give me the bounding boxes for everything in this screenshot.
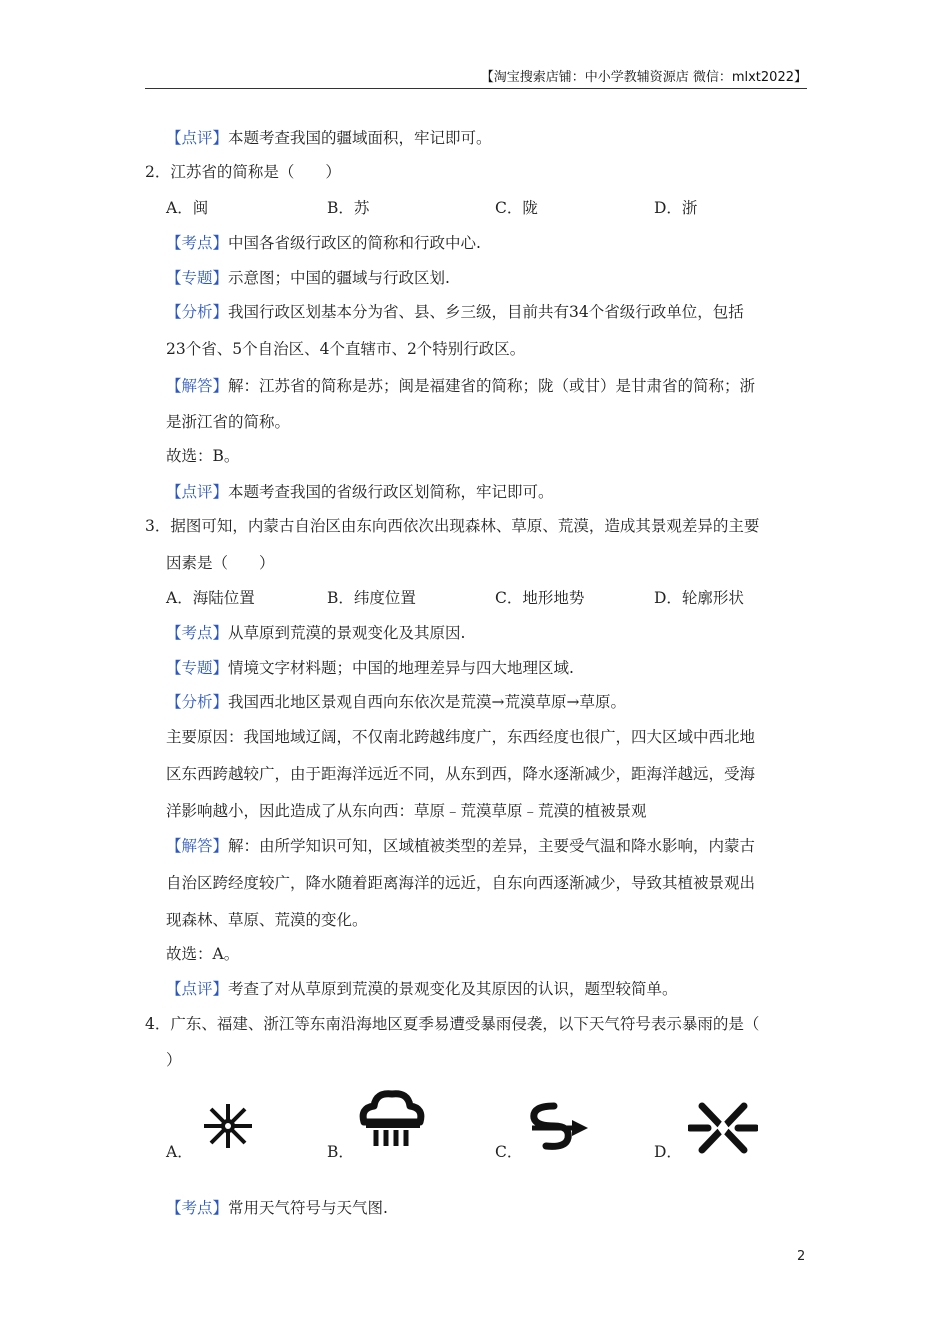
jieda-tag: 【解答】 [166,837,229,855]
q2-zhuanti [166,268,450,288]
zhuanti-text: 情境文字材料题；中国的地理差异与四大地理区域. [228,659,574,677]
q4-option-d: D． [654,1143,682,1161]
q3-review [166,979,678,999]
q2-option-d: D．浙 [654,199,698,217]
q3-jieda [166,836,755,856]
q1-review [166,128,492,148]
q4-option-c: C． [495,1143,523,1161]
q2-stem: 2．江苏省的简称是（ ） [145,163,341,181]
review-tag: 【点评】 [166,129,229,147]
q3-jieda-cont-2: 现森林、草原、荒漠的变化。 [166,911,368,929]
fenxi-text: 我国西北地区景观自西向东依次是荒漠→荒漠草原→草原。 [228,693,626,711]
zhuanti-text: 示意图；中国的疆域与行政区划. [228,269,450,287]
review-tag: 【点评】 [166,483,229,501]
q3-reason-3: 洋影响越小，因此造成了从东向西：草原﹣荒漠草原﹣荒漠的植被景观 [166,802,647,820]
q2-option-a: A．闽 [166,199,209,217]
q3-reason-2: 区东西跨越较广，由于距海洋远近不同，从东到西，降水逐渐减少，距海洋越远，受海 [166,765,756,783]
q2-jieda-cont: 是浙江省的简称。 [166,413,291,431]
review-text: 考查了对从草原到荒漠的景观变化及其原因的认识，题型较简单。 [228,980,678,998]
fenxi-text: 我国行政区划基本分为省、县、乡三级，目前共有34个省级行政单位，包括 [228,303,744,321]
page-number: 2 [797,1249,806,1264]
q3-kaodian [166,623,465,643]
typhoon-symbol-icon [524,1098,592,1154]
q2-option-b: B．苏 [327,199,370,217]
rainstorm-symbol-icon [356,1088,428,1156]
q3-option-c: C．地形地势 [495,589,585,607]
review-text: 本题考查我国的疆域面积，牢记即可。 [228,129,492,147]
q3-zhuanti [166,658,574,678]
q4-stem: 4．广东、福建、浙江等东南沿海地区夏季易遭受暴雨侵袭，以下天气符号表示暴雨的是（ [145,1015,760,1033]
q4-option-a: A． [166,1143,193,1161]
kaodian-text: 中国各省级行政区的简称和行政中心. [228,234,481,252]
kaodian-tag: 【考点】 [166,1199,229,1217]
fenxi-tag: 【分析】 [166,303,229,321]
q3-option-a: A．海陆位置 [166,589,255,607]
q2-kaodian [166,233,481,253]
fenxi-tag: 【分析】 [166,693,229,711]
page-header: 【淘宝搜索店铺：中小学教辅资源店 微信：mlxt2022】 [145,66,807,89]
q4-stem-cont: ） [166,1051,182,1069]
review-tag: 【点评】 [166,980,229,998]
q3-stem-cont: 因素是（ ） [166,554,275,572]
q4-kaodian [166,1198,388,1218]
q2-option-c: C．陇 [495,199,538,217]
jieda-text: 解：江苏省的简称是苏；闽是福建省的简称；陇（或甘）是甘肃省的简称；浙 [228,377,756,395]
q2-fenxi [166,302,744,322]
q3-option-b: B．纬度位置 [327,589,416,607]
jieda-text: 解：由所学知识可知，区域植被类型的差异，主要受气温和降水影响，内蒙古 [228,837,756,855]
kaodian-tag: 【考点】 [166,624,229,642]
jieda-tag: 【解答】 [166,377,229,395]
snow-symbol-icon [688,1098,758,1158]
q4-option-b: B． [327,1143,354,1161]
q3-answer: 故选：A。 [166,945,240,963]
q3-option-d: D．轮廓形状 [654,589,744,607]
zhuanti-tag: 【专题】 [166,269,229,287]
zhuanti-tag: 【专题】 [166,659,229,677]
q2-answer: 故选：B。 [166,447,240,465]
sunny-symbol-icon [198,1100,258,1152]
q3-reason-1: 主要原因：我国地域辽阔，不仅南北跨越纬度广，东西经度也很广，四大区域中西北地 [166,728,756,746]
kaodian-text: 从草原到荒漠的景观变化及其原因. [228,624,466,642]
kaodian-text: 常用天气符号与天气图. [228,1199,388,1217]
q2-jieda [166,376,755,396]
q3-stem: 3．据图可知，内蒙古自治区由东向西依次出现森林、草原、荒漠，造成其景观差异的主要 [145,517,760,535]
q3-fenxi [166,692,626,712]
kaodian-tag: 【考点】 [166,234,229,252]
q2-review [166,482,554,502]
review-text: 本题考查我国的省级行政区划简称，牢记即可。 [228,483,554,501]
q3-jieda-cont-1: 自治区跨经度较广，降水随着距离海洋的远近，自东向西逐渐减少，导致其植被景观出 [166,874,756,892]
q2-fenxi-cont: 23个省、5个自治区、4个直辖市、2个特别行政区。 [166,340,526,358]
